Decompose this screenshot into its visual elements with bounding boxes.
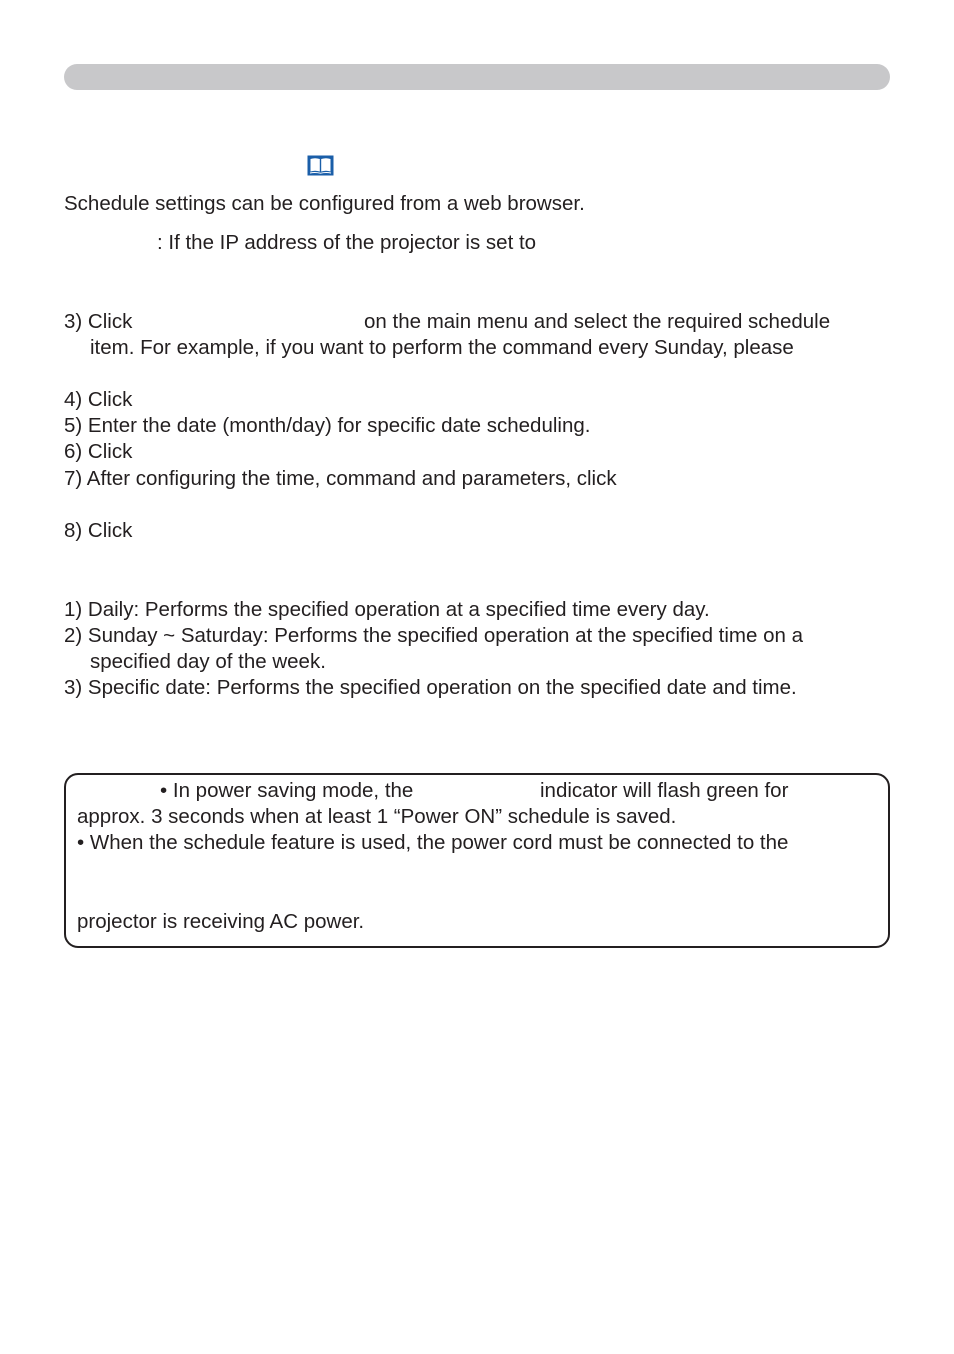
note-line-2: approx. 3 seconds when at least 1 “Power ON” schedule is saved. bbox=[77, 805, 677, 828]
ip-note-text: : If the IP address of the projector is set to bbox=[157, 231, 537, 254]
note-line-1-end: indicator will flash green for bbox=[540, 779, 789, 802]
schedule-type-daily: 1) Daily: Performs the specified operation at a specified time every day. bbox=[64, 598, 710, 621]
schedule-type-specific-date: 3) Specific date: Performs the specified operation on the specified date and time. bbox=[64, 676, 797, 699]
note-line-1-start: • In power saving mode, the bbox=[160, 779, 414, 802]
note-line-3: • When the schedule feature is used, the power cord must be connected to the bbox=[77, 831, 789, 854]
step-8-text: 8) Click bbox=[64, 519, 133, 542]
step-7-text: 7) After configuring the time, command and parameters, click bbox=[64, 467, 617, 490]
schedule-type-weekday: 2) Sunday ~ Saturday: Performs the specified operation at the specified time on a bbox=[64, 624, 803, 647]
step-3-label: 3) Click bbox=[64, 310, 133, 333]
section-header-bar bbox=[64, 64, 890, 90]
note-line-4: projector is receiving AC power. bbox=[77, 910, 365, 933]
step-3-text: on the main menu and select the required schedule bbox=[364, 310, 831, 333]
schedule-type-weekday-continuation: specified day of the week. bbox=[90, 650, 326, 673]
step-6-text: 6) Click bbox=[64, 440, 133, 463]
intro-text: Schedule settings can be configured from a web browser. bbox=[64, 192, 585, 215]
step-4-text: 4) Click bbox=[64, 388, 133, 411]
step-5-text: 5) Enter the date (month/day) for specific date scheduling. bbox=[64, 414, 591, 437]
book-icon bbox=[307, 155, 334, 176]
step-3-continuation: item. For example, if you want to perform the command every Sunday, please bbox=[90, 336, 794, 359]
